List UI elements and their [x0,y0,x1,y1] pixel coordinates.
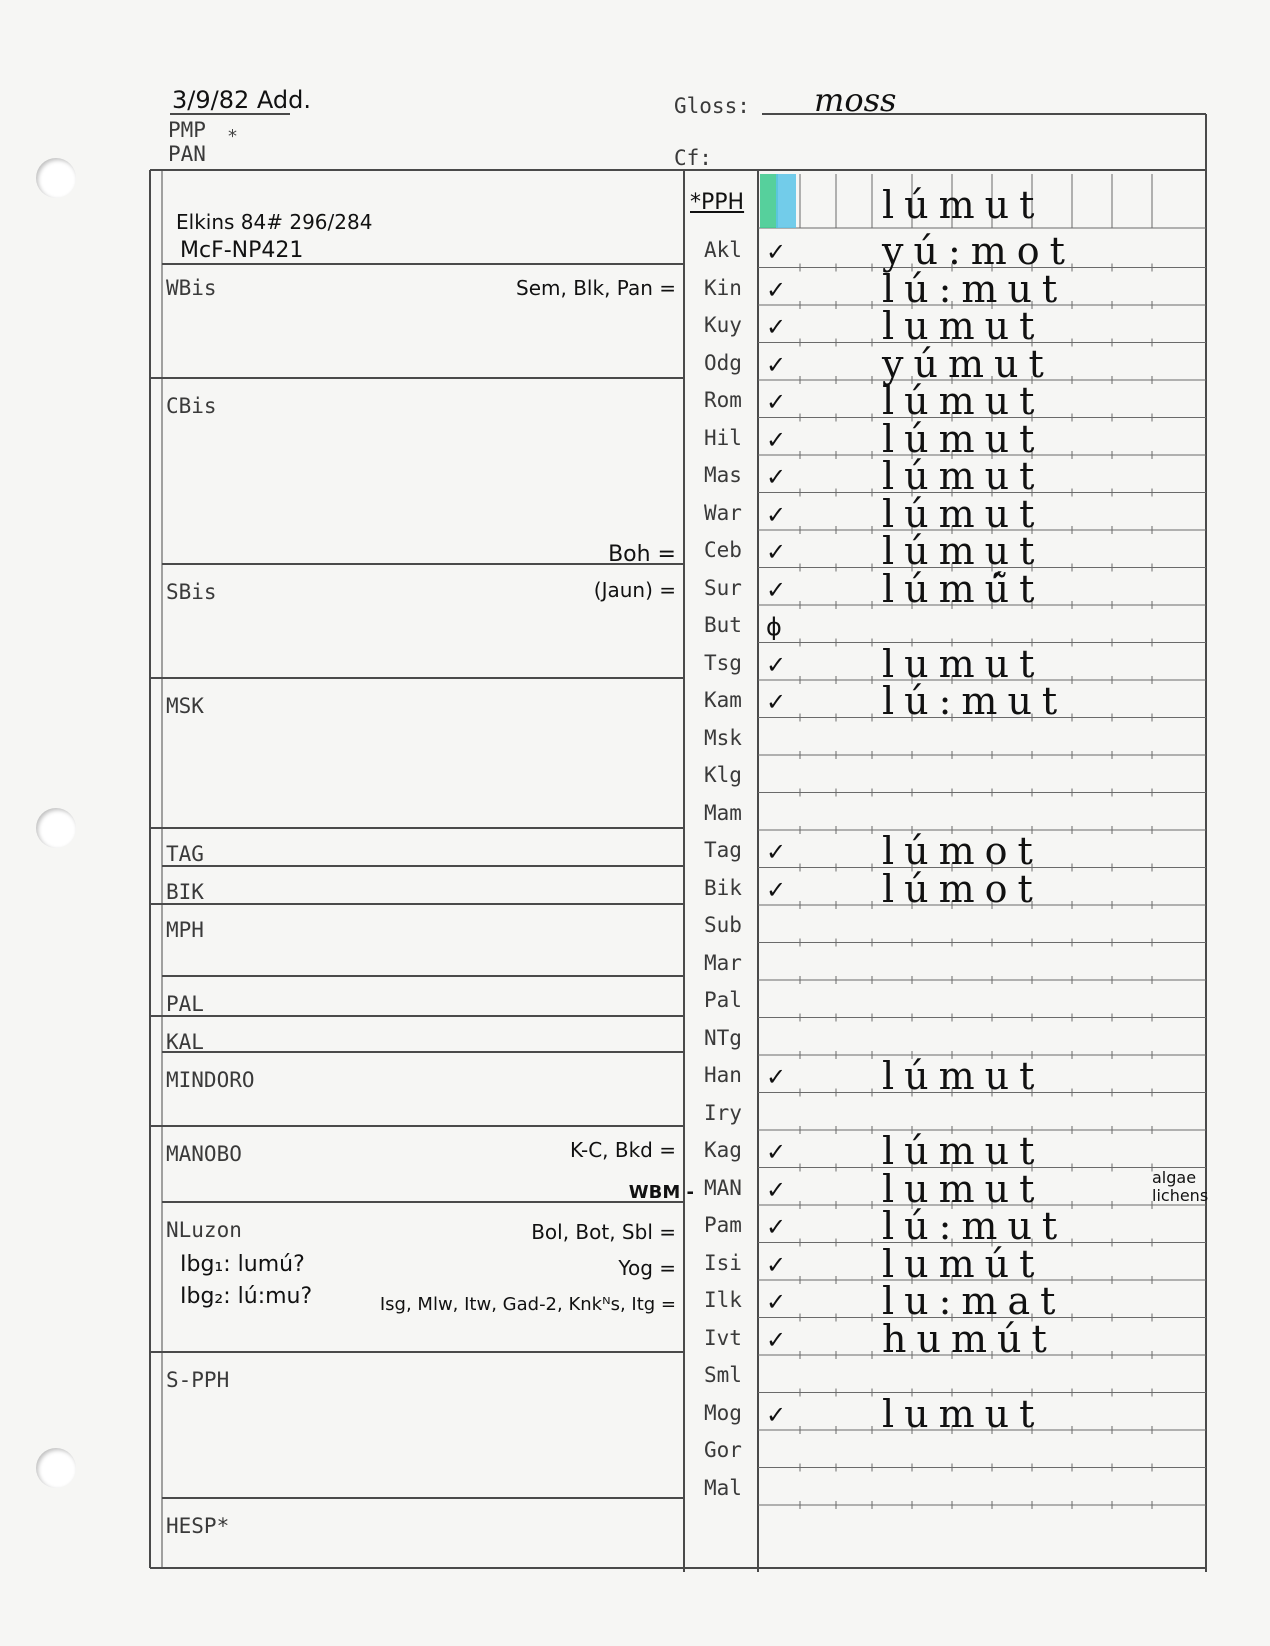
row-form-man: lumut [882,1166,1045,1211]
row-form-kin: lú:mut [882,266,1068,311]
source-note-line1: Elkins 84# 296/284 [176,210,373,234]
date-note: 3/9/82 Add. [172,86,311,114]
row-abbr-hil: Hil [704,425,742,450]
group-msk: MSK [166,694,204,718]
row-check-pam: ✓ [766,1213,787,1241]
row-abbr-bik: Bik [704,875,742,900]
row-abbr-ivt: Ivt [704,1325,742,1350]
row-check-ilk: ✓ [766,1288,787,1316]
row-abbr-sub: Sub [704,913,742,937]
group-hesp: HESP* [166,1514,230,1538]
group-nluzon: NLuzon [166,1218,242,1242]
row-abbr-odg: Odg [704,350,742,375]
row-check-kag: ✓ [766,1138,787,1166]
row-form-sur: lúmú̃t [882,566,1045,611]
row-form-bik: lúmot [882,866,1043,911]
equiv-sur: (Jaun) = [593,578,676,602]
row-check-tag: ✓ [766,838,787,866]
row-abbr-but: But [704,613,742,637]
row-check-tsg: ✓ [766,650,787,679]
gloss-label: Gloss: [674,94,750,118]
row-form-rom: lúmut [882,379,1045,423]
row-abbr-msk: Msk [704,725,742,750]
note-ibg1: Ibg₁: lumú? [180,1252,305,1277]
cf-label: Cf: [674,146,712,170]
row-check-akl: ✓ [766,238,787,266]
row-abbr-tsg: Tsg [704,650,742,675]
row-check-bik: ✓ [766,875,787,904]
row-abbr-kin: Kin [704,275,742,300]
row-abbr-kuy: Kuy [704,313,742,337]
row-abbr-pal: Pal [704,988,742,1012]
group-wbis: WBis [166,276,217,300]
equiv-ceb: Boh = [608,542,676,567]
row-abbr-sml: Sml [704,1363,742,1387]
row-abbr-kam: Kam [704,688,742,712]
row-check-kin: ✓ [766,275,787,304]
row-abbr-ntg: NTg [704,1025,742,1050]
row-form-hil: lúmut [882,416,1045,461]
row-abbr-kag: Kag [704,1138,742,1162]
row-abbr-mam: Mam [704,800,742,825]
row-form-han: lúmut [882,1054,1045,1098]
row-form-war: lúmut [882,491,1045,536]
row-abbr-pam: Pam [704,1213,742,1237]
row-check-man: ✓ [766,1175,787,1204]
row-form-akl: yú:mot [882,229,1075,273]
group-mindoro: MINDORO [166,1068,255,1092]
row-form-odg: yúmut [882,341,1054,386]
row-abbr-man: MAN [704,1175,742,1200]
row-form-kag: lúmut [882,1129,1045,1173]
row-check-mog: ✓ [766,1400,787,1429]
row-check-kam: ✓ [766,688,787,716]
row-check-hil: ✓ [766,425,787,454]
equiv-isi: Yog = [618,1256,676,1280]
row-abbr-sur: Sur [704,575,742,600]
row-abbr-akl: Akl [704,238,742,262]
row-check-mas: ✓ [766,463,787,491]
row-check-but: ϕ [766,613,782,641]
group-mph: MPH [166,918,204,942]
equiv-kag: K-C, Bkd = [569,1138,676,1162]
group-tag: TAG [166,842,204,866]
row-abbr-mas: Mas [704,463,742,487]
group-cbis: CBis [166,394,217,418]
group-pal: PAL [166,992,204,1016]
row-abbr-klg: Klg [704,763,742,787]
group-sph: S-PPH [166,1368,230,1392]
row-check-war: ✓ [766,500,787,529]
proto-form: lúmut [882,183,1045,227]
row-check-odg: ✓ [766,350,787,379]
row-abbr-ilk: Ilk [704,1288,742,1312]
group-sbis: SBis [166,580,217,604]
row-form-tsg: lumut [882,641,1045,686]
row-check-han: ✓ [766,1063,787,1091]
row-form-mas: lúmut [882,454,1045,498]
row-check-rom: ✓ [766,388,787,416]
pmp-asterisk: * [228,126,237,147]
row-form-mog: lumut [882,1391,1045,1436]
row-form-kam: lú:mut [882,679,1068,723]
row-check-ceb: ✓ [766,538,787,566]
note-ibg2: Ibg₂: lú:mu? [180,1284,313,1309]
pan-label: PAN [168,142,206,166]
row-abbr-mar: Mar [704,950,742,975]
row-form-isi: lumút [882,1241,1045,1286]
side-note-line2: lichens [1152,1186,1209,1205]
row-check-ivt: ✓ [766,1325,787,1354]
row-form-ceb: lúmut [882,529,1045,573]
row-check-sur: ✓ [766,575,787,604]
row-abbr-gor: Gor [704,1438,742,1462]
row-abbr-isi: Isi [704,1250,742,1275]
row-abbr-mal: Mal [704,1475,742,1500]
row-form-ilk: lu:mat [882,1279,1066,1323]
row-abbr-rom: Rom [704,388,742,412]
row-abbr-war: War [704,500,742,525]
gloss-value: moss [814,81,897,119]
equiv-ilk: Isg, Mlw, Itw, Gad-2, Knkᴺs, Itg = [379,1294,676,1315]
group-kal: KAL [166,1030,204,1054]
row-abbr-iry: Iry [704,1100,742,1125]
row-form-ivt: humút [882,1316,1057,1361]
row-form-pam: lú:mut [882,1204,1068,1248]
equiv-man: WBM - [628,1182,694,1203]
row-abbr-han: Han [704,1063,742,1087]
row-form-kuy: lumut [882,304,1045,348]
row-check-isi: ✓ [766,1250,787,1279]
group-bik: BIK [166,880,204,904]
side-note-line1: algae [1152,1168,1197,1187]
equiv-kin: Sem, Blk, Pan = [516,276,676,300]
pmp-label: PMP [168,118,206,142]
group-manobo: MANOBO [166,1142,242,1166]
row-abbr-ceb: Ceb [704,538,742,562]
row-check-kuy: ✓ [766,313,787,341]
row-form-tag: lúmot [882,829,1043,873]
row-abbr-tag: Tag [704,838,742,862]
row-abbr-mog: Mog [704,1400,742,1425]
source-note-line2: McF-NP421 [180,238,304,263]
equiv-pam: Bol, Bot, Sbl = [531,1220,676,1244]
proto-label: *PPH [690,190,745,215]
